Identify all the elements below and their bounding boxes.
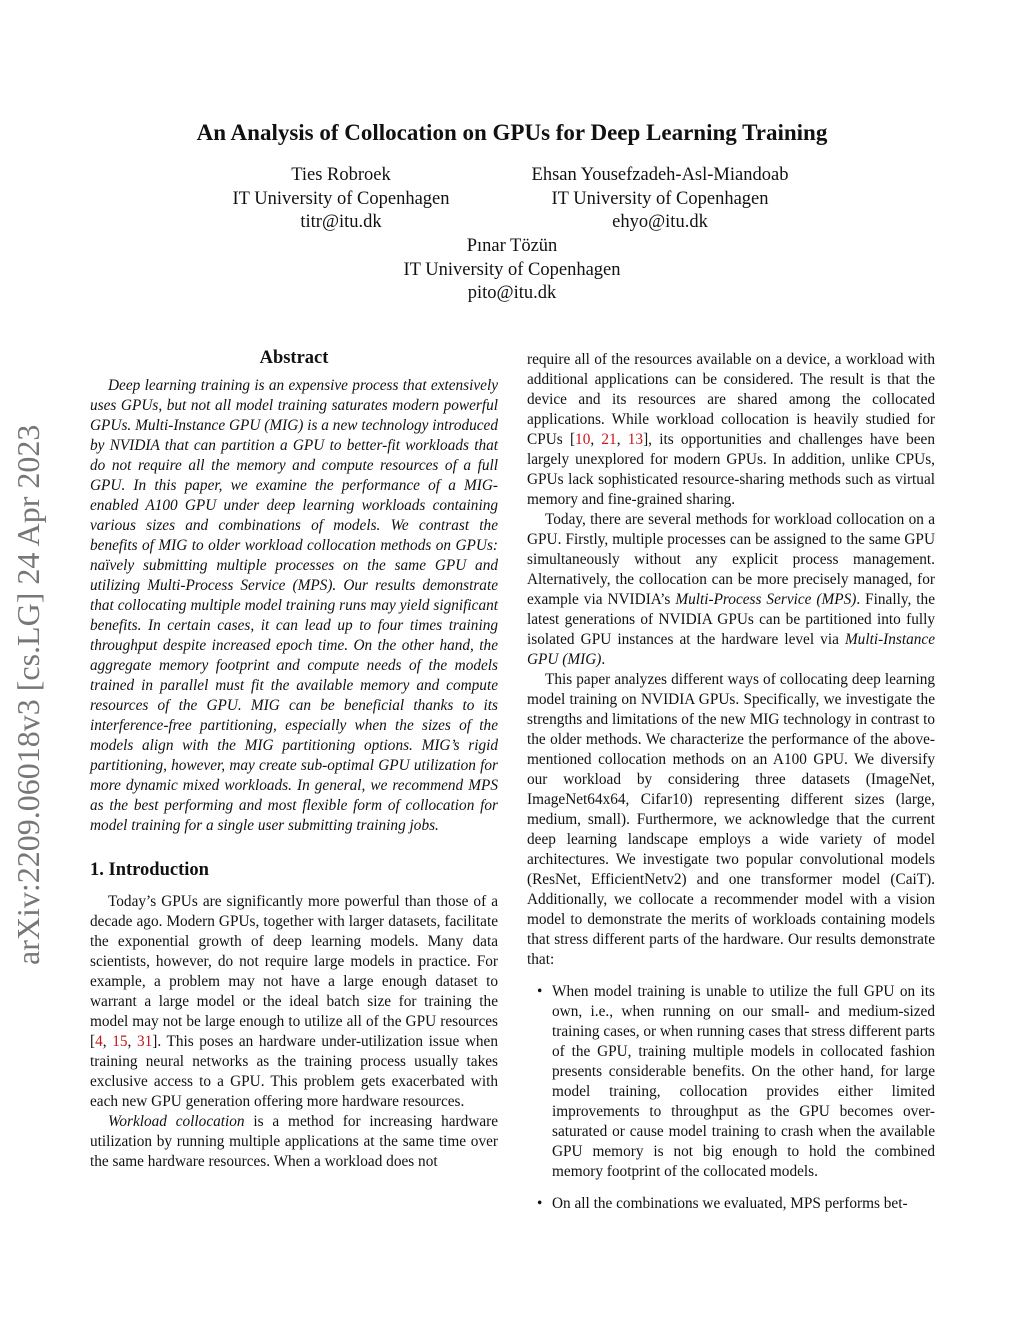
intro-paragraph: This paper analyzes different ways of collocating deep learning model training on NVIDIA GPUs. Specifically, we investigate the strengths and limitations of the new MIG technology in contrast to the older methods. We characterize the performance of the above-mentioned collocation methods on an A100 GPU. We diversify our workload by considering three datasets (ImageNet, ImageNet64x64, Cifar10) representing different sizes (large, medium, small). Furthermore, we acknowledge that the current deep learning landscape employs a wide variety of model architectures. We investigate two popular convolutional models (ResNet, EfficientNetv2) and one transformer model (CaiT). Additionally, we collocate a recommender model with a vision model to demonstrate the merits of workloads containing models that stress different parts of the hardware. Our results demonstrate that: — [527, 671, 935, 968]
citation-link[interactable]: 4 — [95, 1033, 103, 1050]
intro-paragraph — [527, 350, 935, 510]
intro-paragraph — [90, 892, 498, 1112]
author-name: Ties Robroek — [291, 165, 391, 185]
bullet-icon: • — [537, 983, 543, 1000]
citation-link[interactable]: 31 — [136, 1033, 153, 1050]
bullet-icon: • — [537, 1195, 543, 1212]
paper-title: An Analysis of Collocation on GPUs for Deep Learning Training — [196, 120, 828, 145]
paragraph-text: ], its opportunities and challenges have been largely unexplored for modern GPUs. In addition, unlike CPUs, GPUs lack sophisticated resource-sharing methods such as virtual memory and fine-grained sharing. — [527, 431, 935, 508]
emphasis-term: Workload collocation — [108, 1113, 245, 1130]
list-item-text: On all the combinations we evaluated, MPS performs bet- — [552, 1195, 908, 1212]
list-item-text: When model training is unable to utilize the full GPU on its own, i.e., when running on our small- and medium-sized training cases, or when running cases that stress different parts of the GPU, training multiple models in collocated fashion presents considerable benefits. On the other hand, for large model training, collocation provides either limited improvements to throughput as the GPU becomes over-saturated or cause model training to crash when the available GPU memory is not big enough to hold the combined memory footprint of the collocated models. — [552, 983, 935, 1180]
author-email[interactable]: ehyo@itu.dk — [612, 212, 708, 232]
abstract-heading: Abstract — [259, 348, 329, 368]
paragraph-text: Today, there are several methods for workload collocation on a GPU. Firstly, multiple processes can be assigned to the same GPU simultaneously without any explicit process management. Alternatively, the collocation can be more precisely managed, for example via NVIDIA’s — [527, 511, 935, 608]
citation-separator: , — [102, 1033, 113, 1050]
left-column — [90, 346, 498, 1172]
author-affiliation: IT University of Copenhagen — [232, 188, 450, 209]
paragraph-text: . Finally, the latest generations of NVIDIA GPUs can be partitioned into fully isolated GPU instances at the hardware level via — [527, 591, 935, 648]
findings-list — [527, 982, 935, 1214]
paragraph-text: is a method for increasing hardware utilization by running multiple applications at the same time over the same hardware resources. When a workload does not — [90, 1113, 498, 1170]
author-block — [470, 164, 850, 235]
abstract-text: Deep learning training is an expensive process that extensively uses GPUs, but not all model training saturates modern powerful GPUs. Multi-Instance GPU (MIG) is a new technology introduced by NVIDIA that can partition a GPU to better-fit workloads that do not require all the memory and compute resources of a full GPU. In this paper, we examine the performance of a MIG-enabled A100 GPU under deep learning workloads containing various sizes and combinations of models. We contrast the benefits of MIG to older workload collocation methods on GPUs: naïvely submitting multiple processes on the same GPU and utilizing Multi-Process Service (MPS). Our results demonstrate that collocating multiple model training runs may yield significant benefits. In certain cases, it can lead up to four times training throughput despite increased epoch time. On the other hand, the aggregate memory footprint and compute needs of the models trained in parallel must fit the available memory and compute resources of the GPU. MIG can be beneficial thanks to its interference-free partitioning, especially when the sizes of the models align with the MIG partitioning options. MIG’s rigid partitioning, however, may create sub-optimal GPU utilization for more dynamic mixed workloads. In general, we recommend MPS as the best performing and most flexible form of collocation for model training for a single user submitting training jobs. — [90, 377, 498, 834]
paragraph-text: Today’s GPUs are significantly more powerful than those of a decade ago. Modern GPUs, together with larger datasets, facilitate the exponential growth of deep learning models. Many data scientists, however, do not require large models in practice. For example, a problem may not have a large enough dataset to warrant a large model or the ideal batch size for training the model may not be large enough to utilize all of the GPU resources [ — [90, 893, 498, 1050]
citation-separator: , — [616, 431, 628, 448]
arxiv-identifier[interactable]: arXiv:2209.06018v3 [cs.LG] 24 Apr 2023 — [10, 424, 46, 965]
list-item — [527, 982, 935, 1182]
author-email[interactable]: titr@itu.dk — [300, 212, 382, 232]
intro-paragraph — [90, 1112, 498, 1172]
author-affiliation: IT University of Copenhagen — [551, 188, 769, 209]
paragraph-text: require all of the resources available on a device, a workload with additional applications can be considered. The result is that the device and its resources are shared among the collocated applications. While workload collocation is heavily studied for CPUs [ — [527, 351, 935, 448]
author-affiliation: IT University of Copenhagen — [403, 259, 621, 280]
right-column — [527, 350, 935, 1226]
author-name: Ehsan Yousefzadeh-Asl-Miandoab — [531, 165, 789, 185]
intro-paragraph — [527, 510, 935, 670]
section-heading-introduction: 1. Introduction — [90, 860, 209, 880]
citation-link[interactable]: 13 — [627, 431, 644, 448]
paragraph-text: ]. This poses an hardware under-utilization issue when training neural networks as the training process usually takes exclusive access to a GPU. This problem gets exacerbated with each new GPU generation offering more hardware resources. — [90, 1033, 498, 1110]
list-item — [527, 1194, 935, 1214]
author-block — [322, 235, 702, 306]
paragraph-text: . — [601, 651, 606, 668]
emphasis-term: Multi-Instance GPU (MIG) — [527, 631, 935, 668]
author-email[interactable]: pito@itu.dk — [467, 283, 557, 303]
citation-link[interactable]: 10 — [575, 431, 591, 448]
citation-separator: , — [590, 431, 602, 448]
author-name: Pınar Tözün — [466, 236, 558, 256]
citation-link[interactable]: 15 — [112, 1033, 128, 1050]
citation-link[interactable]: 21 — [601, 431, 617, 448]
emphasis-term: Multi-Process Service (MPS) — [675, 591, 857, 608]
citation-separator: , — [127, 1033, 137, 1050]
